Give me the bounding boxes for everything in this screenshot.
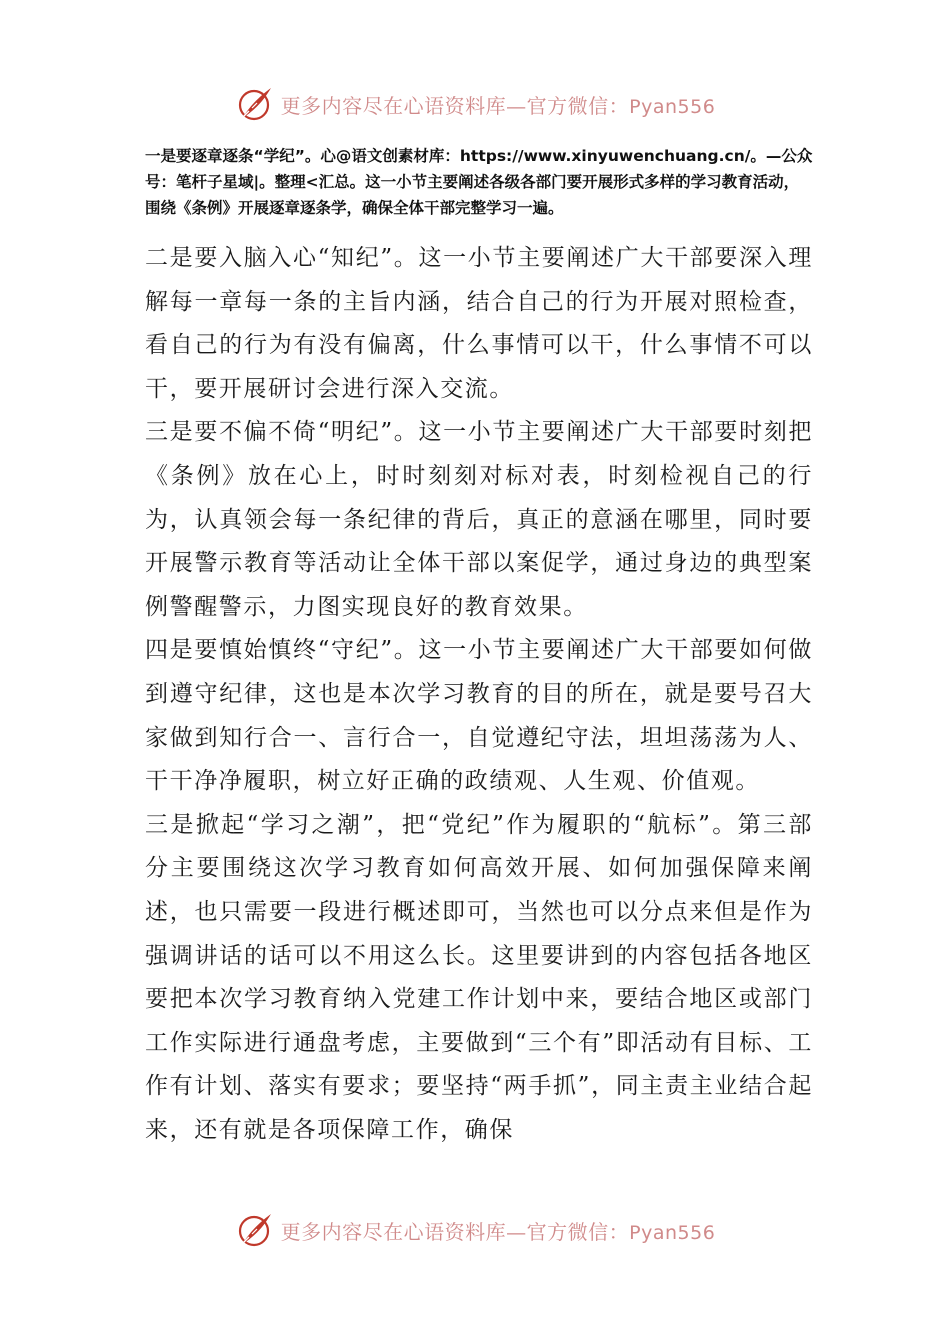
body-paragraph-2: 二是要入脑入心“知纪”。这一小节主要阐述广大干部要深入理解每一章每一条的主旨内涵，结合自己的行为开展对照检查，看自己的行为有没有偏离，什么事情可以干，什么事情不可以干，要开展研讨会进行深入交流。: [145, 245, 813, 402]
document-body: [145, 237, 813, 1152]
intro-paragraph: 一是要逐章逐条“学纪”。心@语文创素材库：https://www.xinyuwenchuang.cn/。—公众号：笔杆子星域|。整理<汇总。这一小节主要阐述各级各部门要开展形式多样的学习教育活动，围绕《条例》开展逐章逐条学，确保全体干部完整学习一遍。: [145, 147, 813, 217]
quill-pen-logo-icon: [235, 1210, 275, 1250]
body-paragraph-3: 三是要不偏不倚“明纪”。这一小节主要阐述广大干部要时刻把《条例》放在心上，时时刻刻对标对表，时刻检视自己的行为，认真领会每一条纪律的背后，真正的意涵在哪里，同时要开展警示教育等活动让全体干部以案促学，通过身边的典型案例警醒警示，力图实现良好的教育效果。: [145, 419, 813, 620]
body-paragraph-section-3: 三是掀起“学习之潮”，把“党纪”作为履职的“航标”。第三部分主要围绕这次学习教育如何高效开展、如何加强保障来阐述，也只需要一段进行概述即可，当然也可以分点来但是作为强调讲话的话可以不用这么长。这里要讲到的内容包括各地区要把本次学习教育纳入党建工作计划中来，要结合地区或部门工作实际进行通盘考虑，主要做到“三个有”即活动有目标、工作有计划、落实有要求；要坚持“两手抓”，同主责主业结合起来，还有就是各项保障工作，确保: [145, 811, 813, 1143]
banner-text: 更多内容尽在心语资料库—官方微信：Pyan556: [280, 1219, 716, 1244]
wechat-id: Pyan556: [629, 95, 716, 118]
quill-pen-logo-icon: [235, 84, 275, 124]
footer-watermark-banner: [0, 1208, 950, 1252]
intro-paragraph-block: [145, 143, 813, 221]
wechat-id: Pyan556: [629, 1221, 716, 1244]
header-watermark-banner: [0, 82, 950, 126]
banner-text: 更多内容尽在心语资料库—官方微信：Pyan556: [280, 93, 716, 118]
body-paragraph-4: 四是要慎始慎终“守纪”。这一小节主要阐述广大干部要如何做到遵守纪律，这也是本次学习教育的目的所在，就是要号召大家做到知行合一、言行合一，自觉遵纪守法，坦坦荡荡为人、干干净净履职，树立好正确的政绩观、人生观、价值观。: [145, 637, 813, 795]
